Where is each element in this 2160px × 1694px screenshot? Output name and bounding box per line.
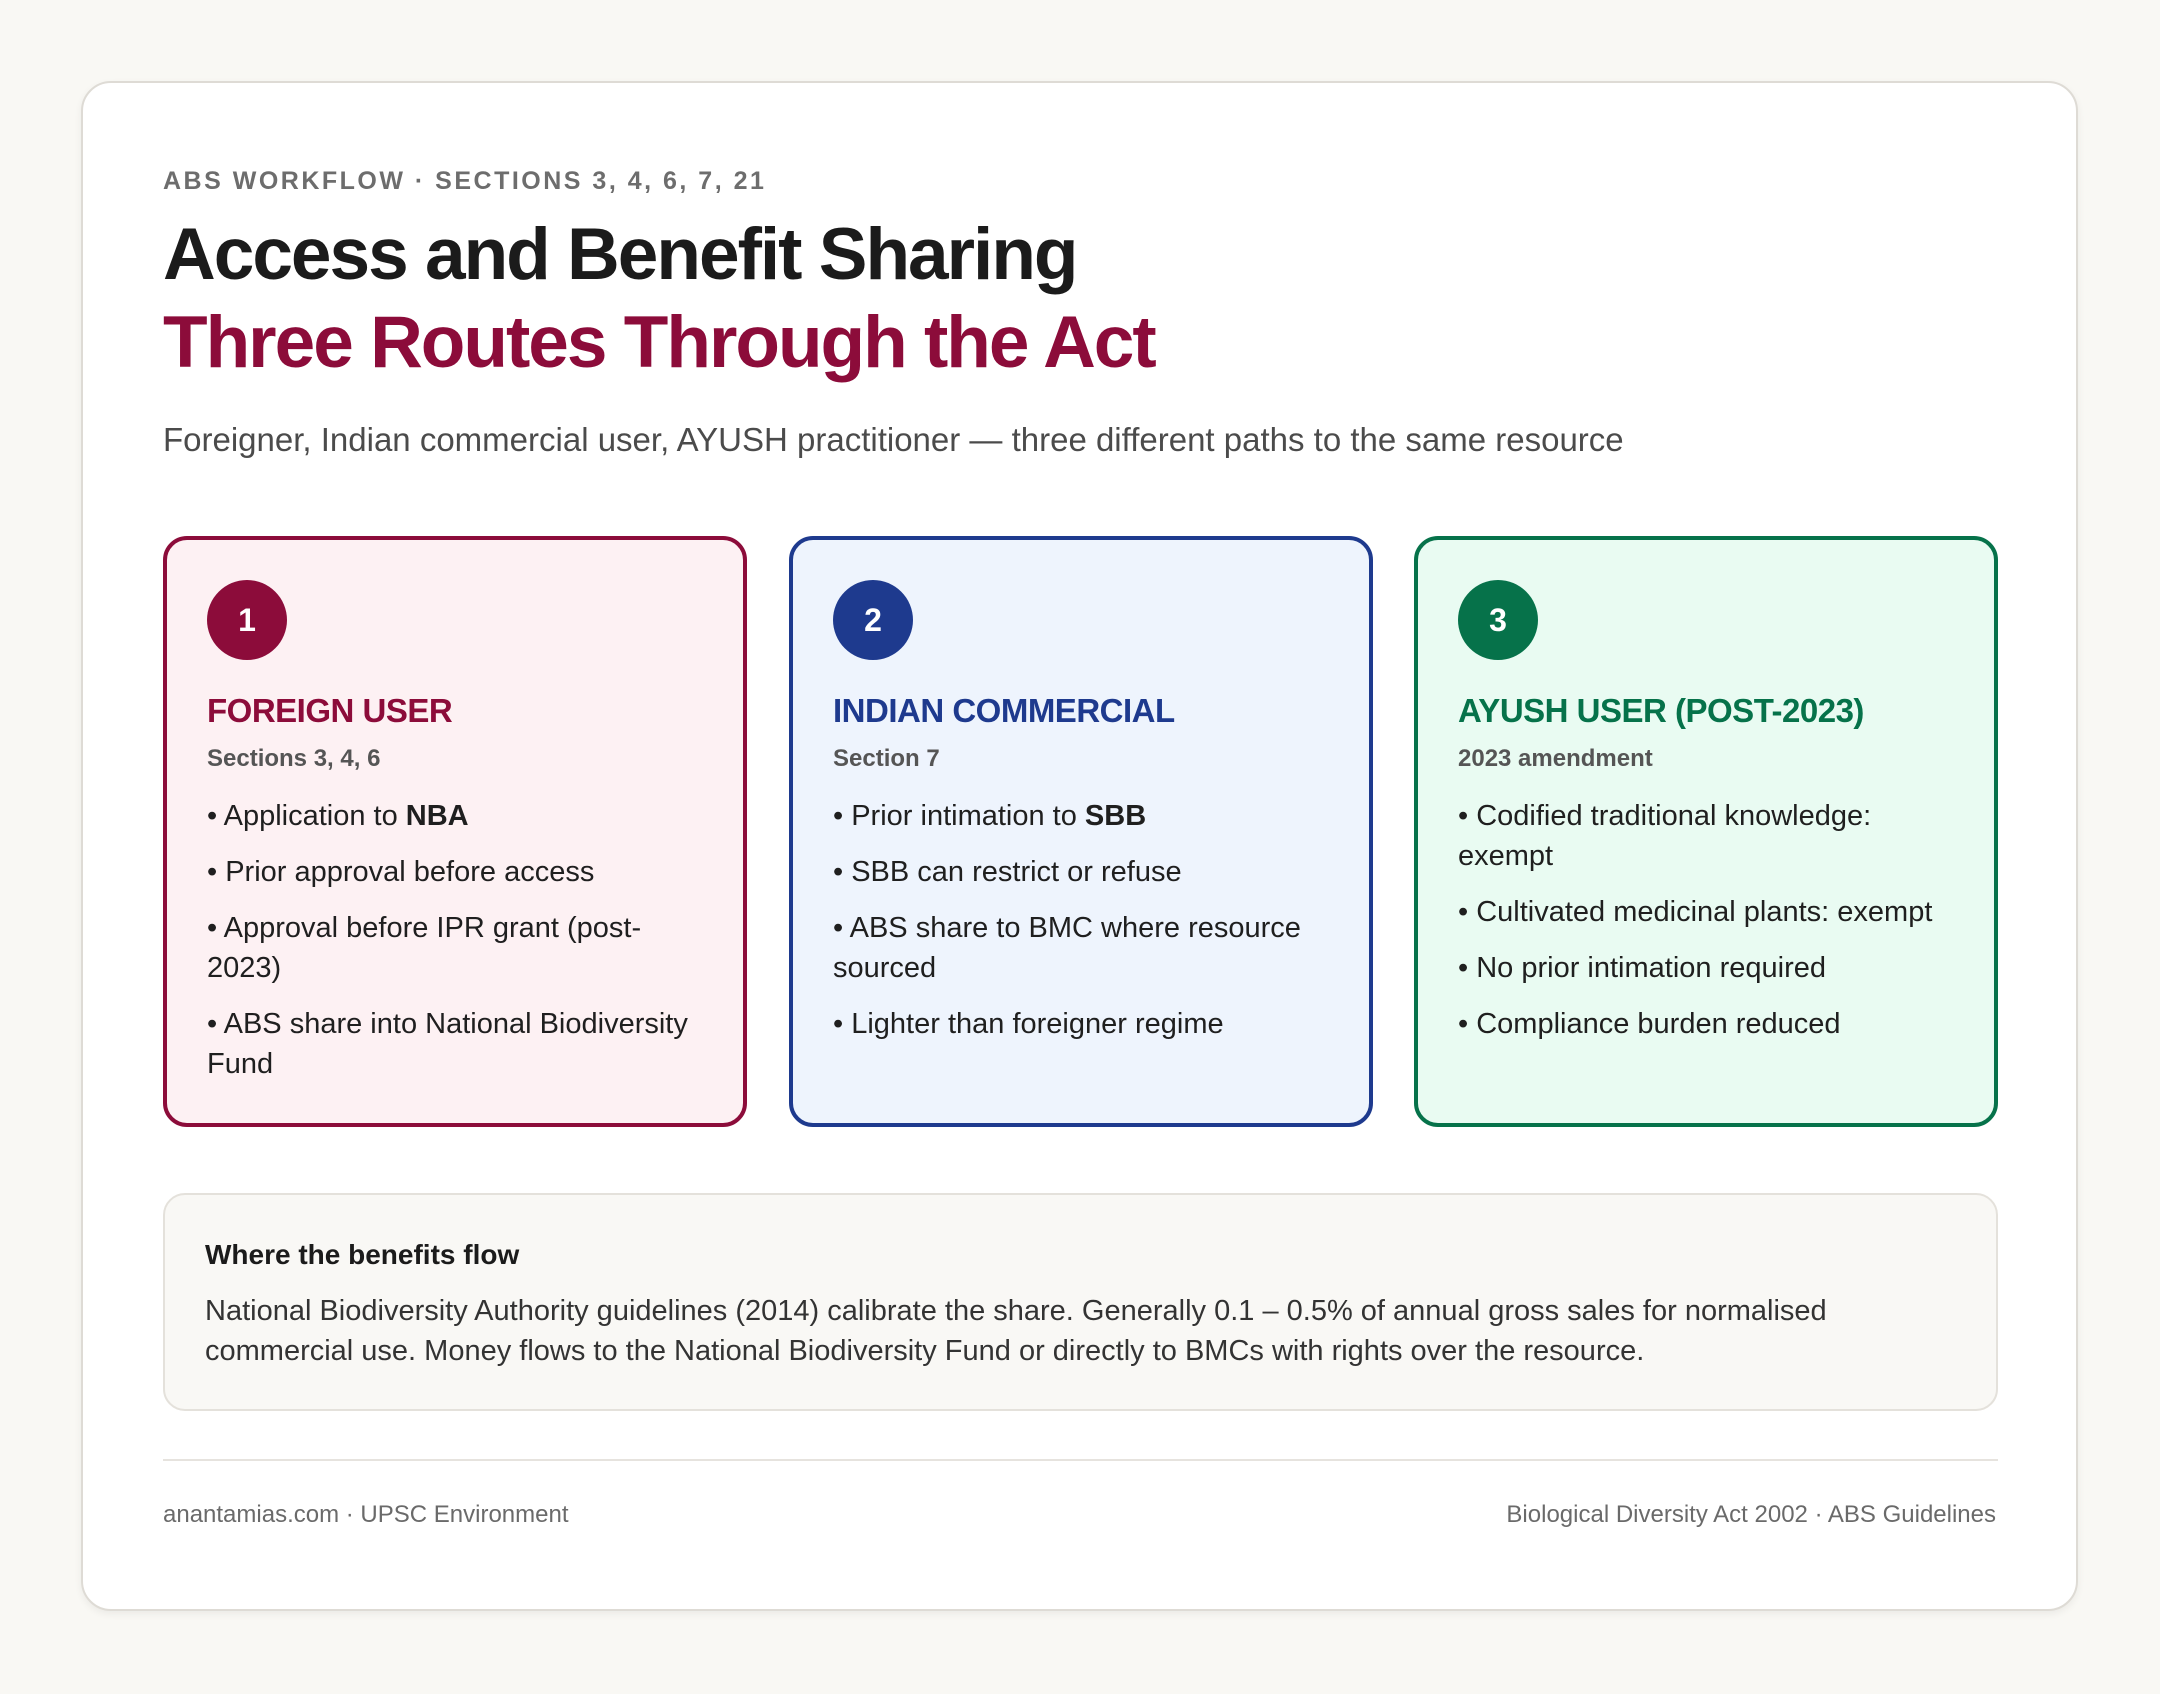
page-subtitle: Foreigner, Indian commercial user, AYUSH practitioner — three different paths to the same resource [163, 421, 1624, 458]
footer-reference: Biological Diversity Act 2002 · ABS Guidelines [1506, 1501, 1996, 1528]
benefits-flow-body: National Biodiversity Authority guidelines (2014) calibrate the share. Generally 0.1 – 0.5% of annual gross sales for normalised commercial use. Money flows to the National Biodiversity Fund or directly to BMCs with rights over the resource. [205, 1295, 1827, 1367]
route-point: • ABS share to BMC where resource sourced [833, 912, 1301, 984]
route-point: • Prior intimation to SBB [833, 800, 1147, 832]
route-point: • Prior approval before access [207, 856, 595, 888]
eyebrow-label: ABS WORKFLOW · SECTIONS 3, 4, 6, 7, 21 [163, 167, 767, 195]
route-card-indian-commercial [789, 536, 1373, 1127]
benefits-flow-box [163, 1193, 1998, 1411]
route-points [1458, 796, 1966, 1060]
footer-divider [163, 1459, 1998, 1461]
route-subtitle: 2023 amendment [1458, 745, 1653, 772]
route-title: INDIAN COMMERCIAL [833, 692, 1175, 729]
route-subtitle: Section 7 [833, 745, 940, 772]
route-point: • Codified traditional knowledge: exempt [1458, 800, 1872, 872]
route-points [207, 796, 715, 1100]
benefits-flow-title: Where the benefits flow [205, 1239, 520, 1270]
route-number-badge: 3 [1458, 580, 1538, 660]
route-card-ayush-user [1414, 536, 1998, 1127]
route-title: AYUSH USER (POST-2023) [1458, 692, 1864, 729]
route-subtitle: Sections 3, 4, 6 [207, 745, 381, 772]
route-point: • Approval before IPR grant (post-2023) [207, 912, 642, 984]
route-point: • No prior intimation required [1458, 952, 1826, 984]
route-point: • ABS share into National Biodiversity Fund [207, 1008, 688, 1080]
infographic-card [81, 81, 2078, 1611]
footer-source: anantamias.com · UPSC Environment [163, 1501, 569, 1528]
route-title: FOREIGN USER [207, 692, 453, 729]
page-title: Access and Benefit Sharing [163, 214, 1077, 295]
route-point: • Lighter than foreigner regime [833, 1008, 1224, 1040]
route-point: • Compliance burden reduced [1458, 1008, 1841, 1040]
route-card-foreign-user [163, 536, 747, 1127]
page-title-accent: Three Routes Through the Act [163, 302, 1155, 383]
route-number-badge: 1 [207, 580, 287, 660]
route-point: • SBB can restrict or refuse [833, 856, 1182, 888]
route-point: • Application to NBA [207, 800, 469, 832]
route-points [833, 796, 1341, 1060]
route-point: • Cultivated medicinal plants: exempt [1458, 896, 1933, 928]
route-number-badge: 2 [833, 580, 913, 660]
